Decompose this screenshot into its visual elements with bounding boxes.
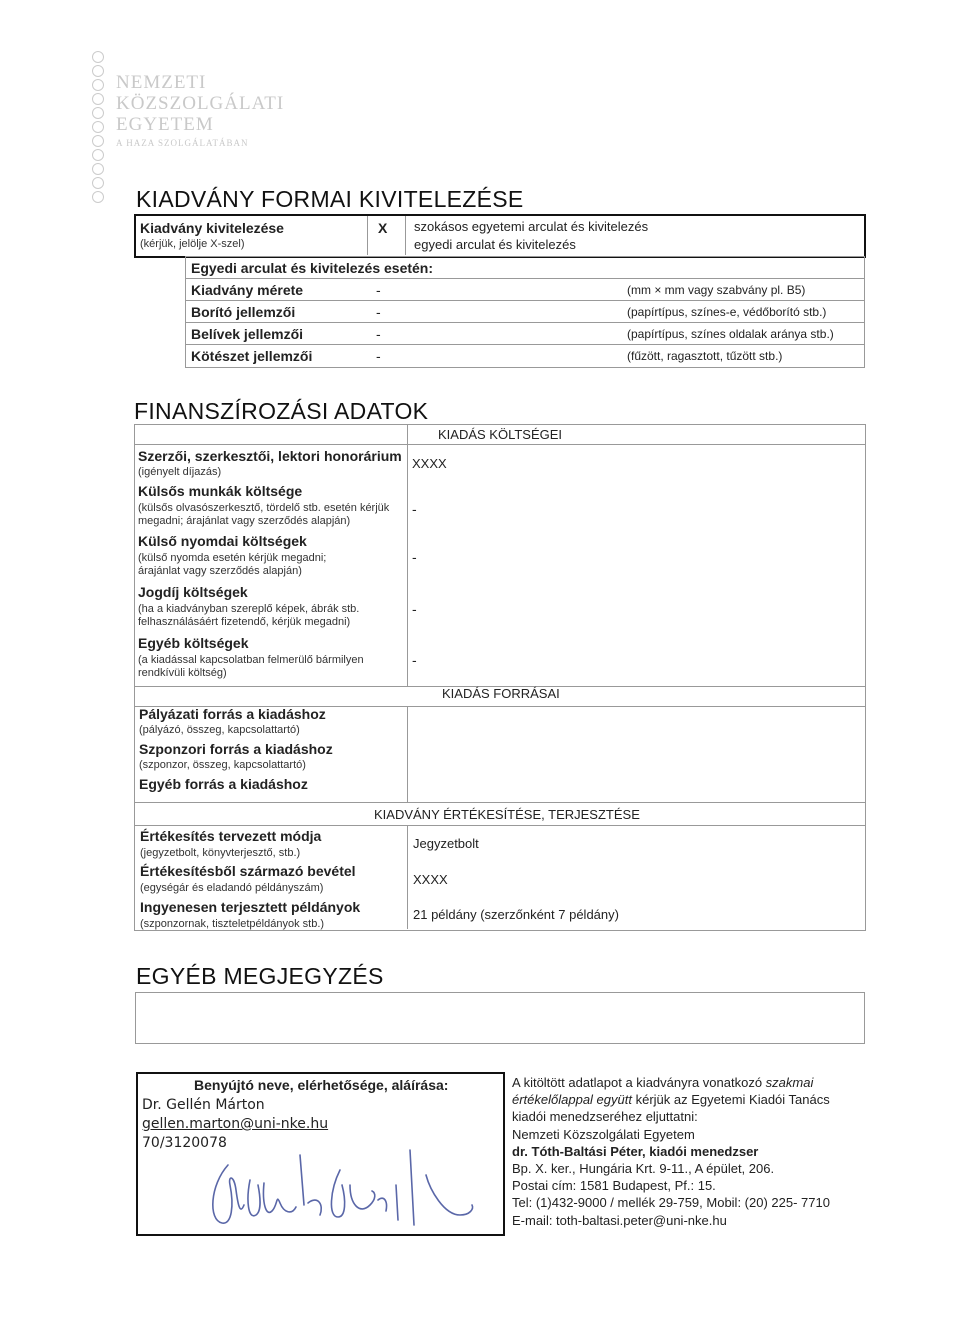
borito-hint: (papírtípus, színes-e, védőborító stb.) (627, 305, 827, 319)
ingyenes-value[interactable]: 21 példány (szerzőnként 7 példány) (413, 907, 619, 922)
borito-value[interactable]: - (376, 304, 381, 320)
egyeb-forras-label: Egyéb forrás a kiadáshoz (139, 776, 308, 792)
info-line2-b: kérjük az Egyetemi Kiadói Tanács (631, 1092, 830, 1108)
koteszet-value[interactable]: - (376, 348, 381, 364)
info-line7: Postai cím: 1581 Budapest, Pf.: 15. (512, 1178, 716, 1194)
info-line4: Nemzeti Közszolgálati Egyetem (512, 1126, 695, 1142)
section-title-megjegyzes: EGYÉB MEGJEGYZÉS (136, 963, 384, 989)
submitter-email[interactable]: gellen.marton@uni-nke.hu (142, 1116, 329, 1132)
logo-line-1: NEMZETI (116, 72, 207, 93)
kivitelezes-mark[interactable]: X (378, 220, 388, 236)
szponzori-label: Szponzori forrás a kiadáshoz (139, 741, 333, 757)
szponzori-sub: (szponzor, összeg, kapcsolattartó) (139, 759, 306, 771)
info-line2-a: értékelőlappal együtt (512, 1092, 632, 1108)
honorarium-value[interactable]: XXXX (412, 456, 447, 471)
ertekesites-mod-sub: (jegyzetbolt, könyvterjesztő, stb.) (140, 847, 301, 859)
ertekesites-mod-label: Értékesítés tervezett módja (140, 828, 322, 844)
submitter-name: Dr. Gellén Márton (142, 1097, 265, 1113)
signature (200, 1145, 480, 1230)
meret-value[interactable]: - (376, 282, 381, 298)
ingyenes-sub: (szponzornak, tiszteletpéldányok stb.) (140, 918, 325, 930)
submitter-header: Benyújtó neve, elérhetősége, aláírása: (194, 1077, 449, 1093)
ingyenes-label: Ingyenesen terjesztett példányok (140, 899, 361, 915)
info-line5: dr. Tóth-Baltási Péter, kiadói menedzser (512, 1143, 759, 1159)
belivek-hint: (papírtípus, színes oldalak aránya stb.) (627, 327, 834, 341)
info-line1-b: szakmai (765, 1075, 814, 1090)
option-egyedi[interactable]: egyedi arculat és kivitelezés (414, 237, 576, 252)
belivek-label: Belívek jellemzői (191, 326, 304, 342)
egyeb-koltseg-sub: (a kiadással kapcsolatban felmerülő bármilyen rendkívüli költség) (138, 654, 364, 679)
nyomda-sub: (külső nyomda esetén kérjük megadni; árajánlat vagy szerződés alapján) (138, 552, 327, 577)
jogdij-sub: (ha a kiadványban szereplő képek, ábrák stb. felhasználásáért fizetendő, kérjük megadni) (138, 603, 360, 628)
belivek-value[interactable]: - (376, 326, 381, 342)
submitter-phone: 70/3120078 (142, 1135, 227, 1151)
borito-label: Borító jellemzői (191, 304, 296, 320)
egyedi-header: Egyedi arculat és kivitelezés esetén: (191, 260, 434, 276)
forrasok-header: KIADÁS FORRÁSAI (442, 686, 560, 701)
koteszet-label: Kötészet jellemzői (191, 348, 313, 364)
koteszet-hint: (fűzött, ragasztott, tűzött stb.) (627, 349, 783, 363)
logo-line-2: KÖZSZOLGÁLATI (116, 93, 285, 114)
kivitelezes-sub: (kérjük, jelölje X-szel) (140, 238, 245, 250)
kivitelezes-label: Kiadvány kivitelezése (140, 220, 284, 236)
section-title-finanszirozas: FINANSZÍROZÁSI ADATOK (134, 398, 429, 424)
egyeb-koltseg-value[interactable]: - (412, 652, 417, 668)
logo-line-3: EGYETEM (116, 114, 214, 135)
jogdij-value[interactable]: - (412, 601, 417, 617)
logo-tagline: A HAZA SZOLGÁLATÁBAN (116, 138, 249, 148)
koltsegek-header: KIADÁS KÖLTSÉGEI (438, 427, 563, 442)
info-line8: Tel: (1)432-9000 / mellék 29-759, Mobil: (20) 225- 7710 (512, 1195, 830, 1211)
bevetel-sub: (egységár és eladandó példányszám) (140, 882, 324, 894)
info-block (512, 1074, 830, 1229)
honorarium-sub: (igényelt díjazás) (138, 466, 222, 478)
palyazati-sub: (pályázó, összeg, kapcsolattartó) (139, 724, 300, 736)
meret-hint: (mm × mm vagy szabvány pl. B5) (627, 283, 806, 297)
nyomda-value[interactable]: - (412, 549, 417, 565)
kulsos-sub: (külsős olvasószerkesztő, tördelő stb. esetén kérjük megadni; árajánlat vagy szerződés alapján) (138, 502, 390, 527)
ertekesites-header: KIADVÁNY ÉRTÉKESÍTÉSE, TERJESZTÉSE (374, 807, 640, 822)
kulsos-value[interactable]: - (412, 501, 417, 517)
section-title-formai: KIADVÁNY FORMAI KIVITELEZÉSE (136, 186, 524, 212)
meret-label: Kiadvány mérete (191, 282, 304, 298)
kulsos-label: Külsős munkák költsége (138, 483, 303, 499)
option-szokasos[interactable]: szokásos egyetemi arculat és kivitelezés (414, 219, 649, 234)
bevetel-label: Értékesítésből származó bevétel (140, 863, 356, 879)
megjegyzes-box[interactable] (135, 992, 865, 1044)
egyeb-koltseg-label: Egyéb költségek (138, 635, 249, 651)
info-line6: Bp. X. ker., Hungária Krt. 9-11., A épület, 206. (512, 1161, 775, 1177)
honorarium-label: Szerzői, szerkesztői, lektori honorárium (138, 448, 402, 464)
jogdij-label: Jogdíj költségek (138, 584, 248, 600)
info-line1-a: A kitöltött adatlapot a kiadványra vonatkozó (512, 1075, 766, 1090)
info-line9[interactable]: E-mail: toth-baltasi.peter@uni-nke.hu (512, 1212, 727, 1228)
bevetel-value[interactable]: XXXX (413, 872, 448, 887)
logo-emblem (92, 50, 108, 205)
info-line3: kiadói menedzseréhez eljuttatni: (512, 1109, 698, 1125)
palyazati-label: Pályázati forrás a kiadáshoz (139, 706, 326, 722)
ertekesites-mod-value[interactable]: Jegyzetbolt (413, 836, 479, 851)
logo (116, 72, 284, 151)
nyomda-label: Külső nyomdai költségek (138, 533, 307, 549)
